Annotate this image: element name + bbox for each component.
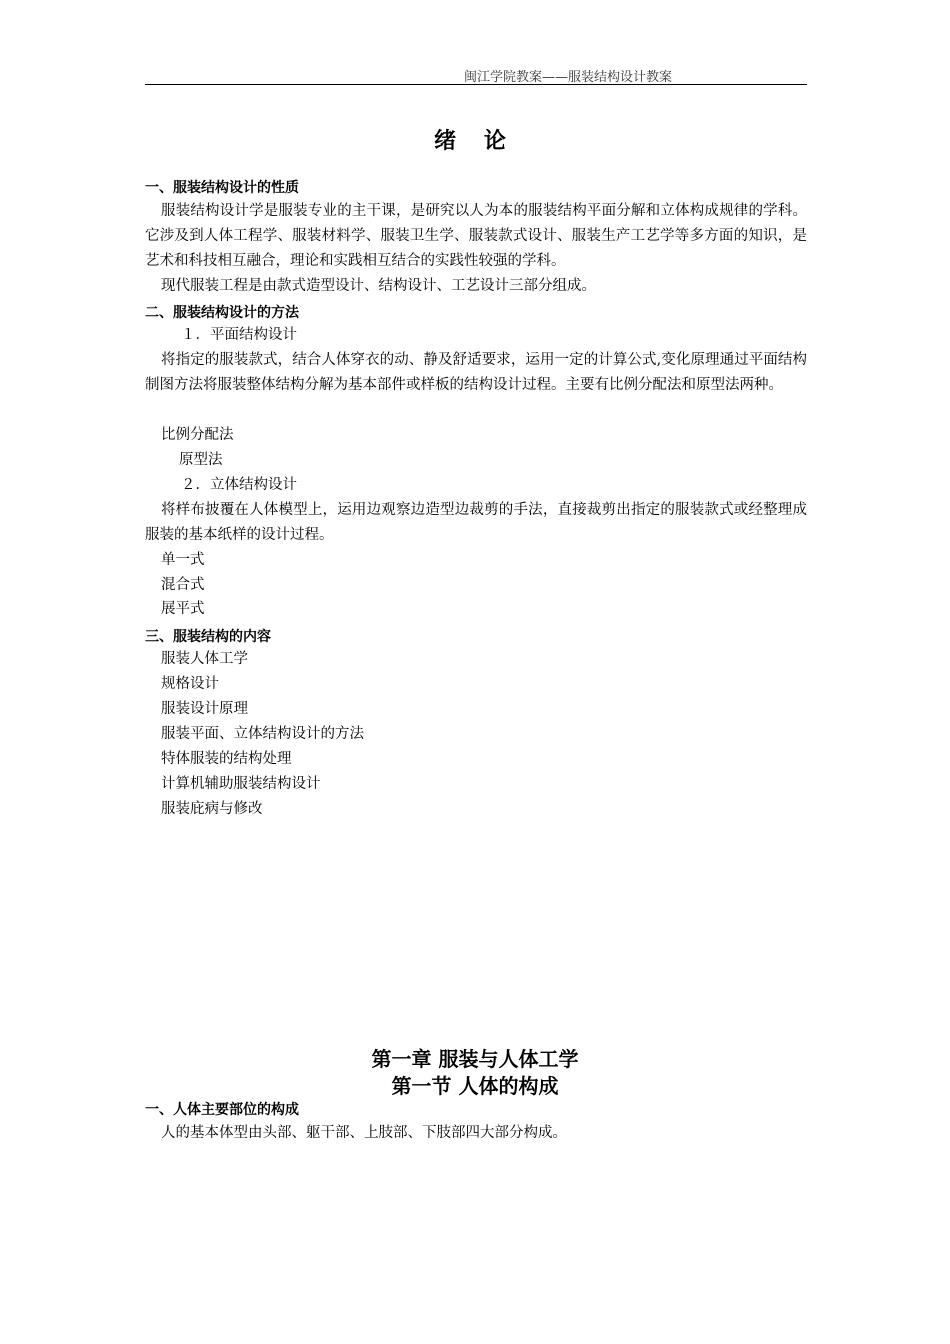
paragraph-flat-design: 将指定的服装款式，结合人体穿衣的动、静及舒适要求，运用一定的计算公式,变化原理通过平面结构制图方法将服装整体结构分解为基本部件或样板的结构设计过程。主要有比例分配法和原型法两种。 (145, 352, 807, 393)
list-item: 服装设计原理 (161, 701, 248, 717)
list-item: 计算机辅助服装结构设计 (161, 776, 321, 792)
section-heading-content: 三、服装结构的内容 (145, 629, 271, 645)
paragraph-3d-design: 将样布披覆在人体模型上，运用边观察边造型边裁剪的手法，直接裁剪出指定的服装款式或经整理成服装的基本纸样的设计过程。 (145, 502, 807, 543)
paragraph-body-parts: 人的基本体型由头部、躯干部、上肢部、下肢部四大部分构成。 (161, 1125, 567, 1141)
list-item-single: 单一式 (161, 552, 205, 568)
header-rule (145, 84, 807, 85)
section-heading-nature: 一、服装结构设计的性质 (145, 180, 299, 196)
page-title: 绪 论 (434, 128, 516, 154)
paragraph-composition: 现代服装工程是由款式造型设计、结构设计、工艺设计三部分组成。 (161, 278, 596, 294)
section-heading-methods: 二、服装结构设计的方法 (145, 305, 299, 321)
list-item-prototype: 原型法 (179, 452, 223, 468)
subheading-3d-design: ２．立体结构设计 (181, 477, 297, 493)
list-item-mixed: 混合式 (161, 577, 205, 593)
subheading-flat-design: １．平面结构设计 (181, 327, 297, 343)
list-item: 服装庇病与修改 (161, 801, 263, 817)
list-item: 服装平面、立体结构设计的方法 (161, 726, 364, 742)
chapter-title: 第一章 服装与人体工学 (371, 1047, 579, 1071)
list-item: 规格设计 (161, 676, 219, 692)
list-item-flat: 展平式 (161, 601, 205, 617)
list-item: 特体服装的结构处理 (161, 751, 292, 767)
section-heading-body-parts: 一、人体主要部位的构成 (145, 1102, 299, 1118)
section-title: 第一节 人体的构成 (391, 1074, 559, 1098)
paragraph-nature: 服装结构设计学是服装专业的主干课，是研究以人为本的服装结构平面分解和立体构成规律的学科。它涉及到人体工程学、服装材料学、服装卫生学、服装款式设计、服装生产工艺学等多方面的知识，是艺术和科技相互融合，理论和实践相互结合的实践性较强的学科。 (145, 203, 807, 269)
list-item-proportion: 比例分配法 (161, 427, 234, 443)
list-item: 服装人体工学 (161, 651, 248, 667)
page-header-text: 闽江学院教案——服装结构设计教案 (464, 70, 673, 85)
